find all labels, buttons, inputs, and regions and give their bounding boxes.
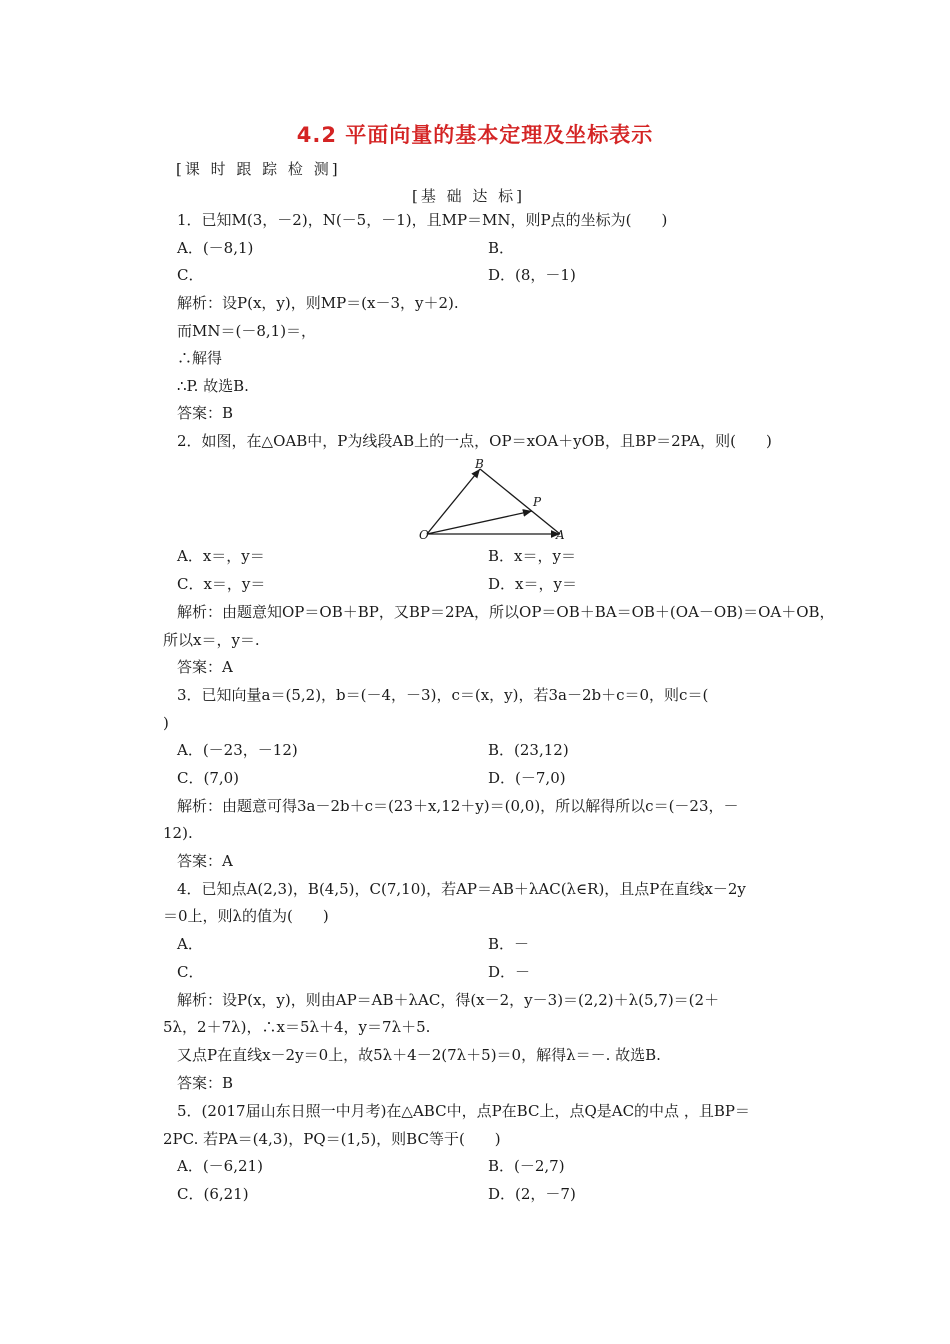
q5-option-d: D．(2，－7) <box>488 1185 576 1203</box>
q2-analysis-1: 解析：由题意知OP＝OB＋BP，又BP＝2PA，所以OP＝OB＋BA＝OB＋(OA－OB)＝OA＋OB， <box>177 603 835 621</box>
q1-option-b: B． <box>488 239 515 257</box>
label-a: A <box>556 528 565 542</box>
q5-stem: 5．(2017届山东日照一中月考)在△ABC中，点P在BC上，点Q是AC的中点 ，且BP＝ <box>177 1102 750 1120</box>
q4-option-a: A． <box>177 935 203 953</box>
q2-option-a: A．x＝，y＝ <box>177 547 265 565</box>
q2-stem: 2．如图，在△OAB中，P为线段AB上的一点，OP＝xOA＋yOB，且BP＝2PA，则( ) <box>177 432 772 450</box>
q4-analysis-3: 又点P在直线x－2y＝0上，故5λ＋4－2(7λ＋5)＝0，解得λ＝－. 故选B. <box>177 1046 661 1064</box>
q4-analysis-1: 解析：设P(x，y)，则由AP＝AB＋λAC，得(x－2，y－3)＝(2,2)＋λ(5,7)＝(2＋ <box>177 991 720 1009</box>
q1-analysis-2: 而MN＝(－8,1)＝， <box>177 322 317 340</box>
q3-option-b: B．(23,12) <box>488 741 569 759</box>
q3-analysis-2: 12). <box>163 824 193 842</box>
q4-option-d: D．－ <box>488 963 531 981</box>
q1-analysis-3: ∴解得 <box>177 349 223 367</box>
q3-stem: 3．已知向量a＝(5,2)，b＝(－4，－3)，c＝(x，y)，若3a－2b＋c＝0，则c＝( <box>177 686 709 704</box>
q2-option-c: C．x＝，y＝ <box>177 575 266 593</box>
q1-option-c: C． <box>177 266 204 284</box>
q4-answer: 答案：B <box>177 1074 234 1092</box>
q3-stem-end: ) <box>163 714 169 732</box>
q3-option-c: C．(7,0) <box>177 769 240 787</box>
q1-option-a: A．(－8,1) <box>177 239 254 257</box>
q1-analysis-4: ∴P. 故选B. <box>177 377 249 395</box>
segment-ba <box>480 469 560 534</box>
header-tag: [课 时 跟 踪 检 测] <box>176 160 341 178</box>
section-tag: [基 础 达 标] <box>412 187 526 205</box>
q4-analysis-2: 5λ，2＋7λ)，∴x＝5λ＋4，y＝7λ＋5. <box>163 1018 431 1036</box>
q3-option-a: A．(－23，－12) <box>177 741 298 759</box>
q2-answer: 答案：A <box>177 658 233 676</box>
q4-stem-2: ＝0上，则λ的值为( ) <box>163 907 329 925</box>
q1-option-d: D．(8，－1) <box>488 266 576 284</box>
q5-option-b: B．(－2,7) <box>488 1157 565 1175</box>
q2-option-b: B．x＝，y＝ <box>488 547 576 565</box>
label-o: O <box>419 528 429 542</box>
q3-option-d: D．(－7,0) <box>488 769 566 787</box>
q5-option-c: C．(6,21) <box>177 1185 249 1203</box>
label-p: P <box>533 495 542 509</box>
q1-analysis-1: 解析：设P(x，y)，则MP＝(x－3，y＋2). <box>177 294 459 312</box>
q4-option-b: B．－ <box>488 935 530 953</box>
q3-analysis-1: 解析：由题意可得3a－2b＋c＝(23＋x,12＋y)＝(0,0)，所以解得所以c＝(－23，－ <box>177 797 739 815</box>
q2-analysis-2: 所以x＝，y＝. <box>163 631 260 649</box>
q2-option-d: D．x＝，y＝ <box>488 575 577 593</box>
q4-option-c: C． <box>177 963 204 981</box>
q5-option-a: A．(－6,21) <box>177 1157 263 1175</box>
q1-stem: 1．已知M(3，－2)，N(－5，－1)，且MP＝MN，则P点的坐标为( ) <box>177 211 668 229</box>
triangle-figure <box>415 455 575 545</box>
q4-stem: 4．已知点A(2,3)，B(4,5)，C(7,10)，若AP＝AB＋λAC(λ∈R)，且点P在直线x－2y <box>177 880 746 898</box>
page-title: 4.2 平面向量的基本定理及坐标表示 <box>296 123 654 147</box>
q5-stem-2: 2PC. 若PA＝(4,3)，PQ＝(1,5)，则BC等于( ) <box>163 1130 501 1148</box>
q3-answer: 答案：A <box>177 852 233 870</box>
q1-answer: 答案：B <box>177 404 234 422</box>
label-b: B <box>475 457 484 471</box>
